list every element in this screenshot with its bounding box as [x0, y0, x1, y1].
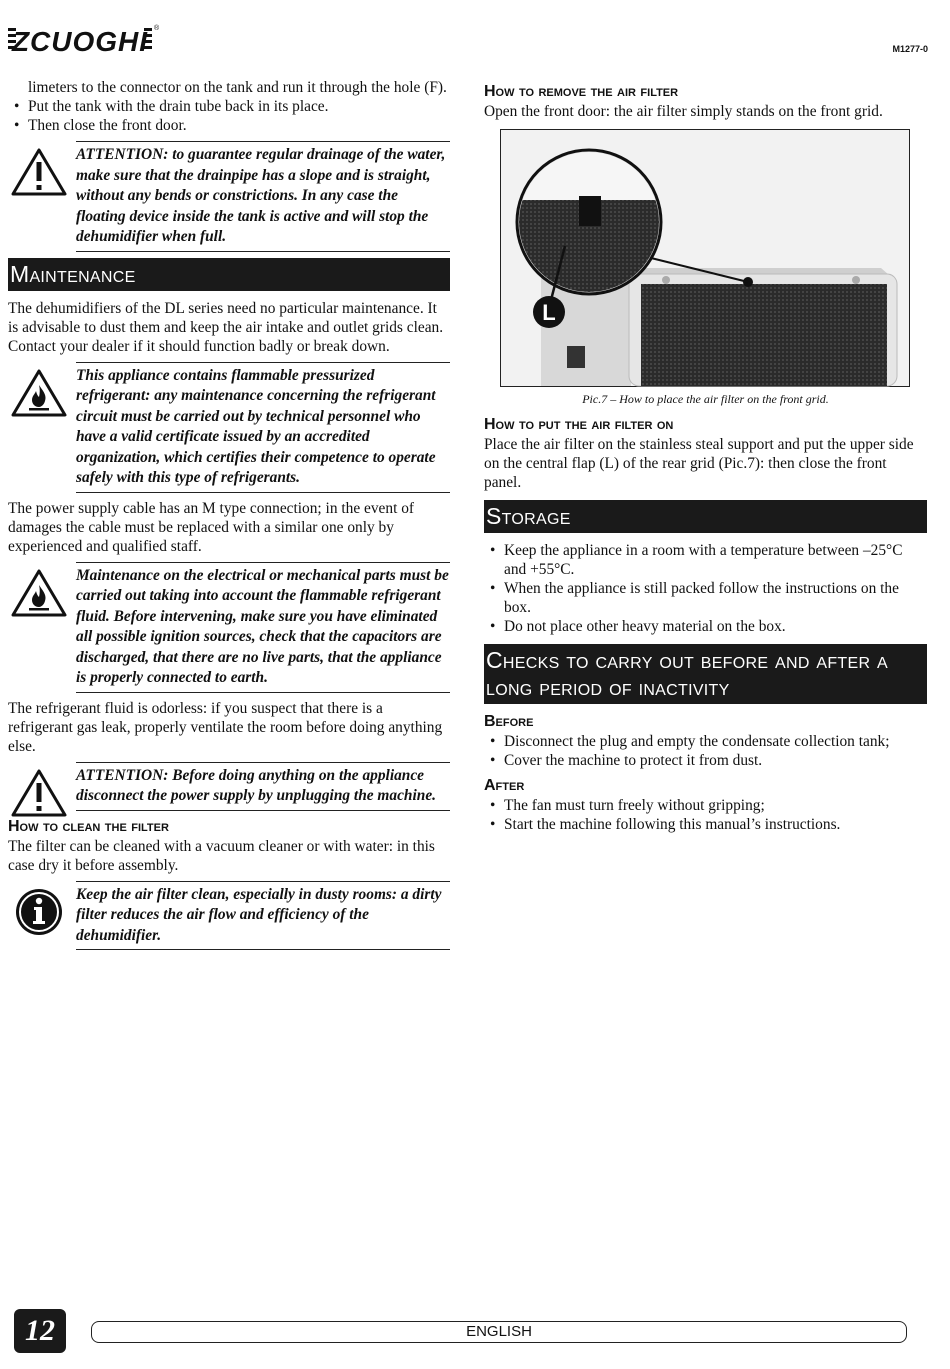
clean-paragraph: The filter can be cleaned with a vacuum cleaner or with water: in this case dry it before assembly.: [8, 837, 435, 874]
attention-text: ATTENTION: to guarantee regular drainage of the water, make sure that the drainpipe has a slope and is straight, without any bends or constrictions. In any case the floating device inside the tank is active and will stop the dehumidifier when full.: [76, 146, 446, 245]
callout-label: L: [542, 300, 556, 325]
cable-paragraph: The power supply cable has an M type connection; in the event of damages the cable must be replaced with a similar one only by experienced and qualified staff.: [8, 499, 415, 555]
subsection-title-remove-filter: How to remove the air filter: [484, 83, 679, 100]
maintenance-paragraph: The dehumidifiers of the DL series need no particular maintenance. It is advisable to dust them and keep the air intake and outlet grids clean. Contact your dealer if it should function badly or break down.: [8, 299, 444, 355]
subsection-title-before: Before: [484, 713, 534, 730]
language-label: ENGLISH: [91, 1321, 907, 1343]
subsection-title-after: After: [484, 777, 525, 794]
list-item: • Then close the front door.: [28, 116, 450, 135]
right-column: [484, 78, 927, 834]
flammable-text: Maintenance on the electrical or mechanical parts must be carried out taking into account the flammable refrigerant fluid. Before intervening, make sure you have eliminated all possible ignition sources, check that the capacitors are discharged, that there are no live parts, that the appliance is properly connected to earth.: [76, 566, 449, 686]
before-bullets: [484, 732, 927, 770]
flammable-icon: [10, 567, 68, 619]
attention-note-drainage: [76, 141, 450, 252]
storage-bullets: [484, 541, 927, 636]
attention-text: ATTENTION: Before doing anything on the appliance disconnect the power supply by unplugging the machine.: [76, 766, 437, 804]
intro-continuation: limeters to the connector on the tank and run it through the hole (F).: [28, 79, 447, 96]
flammable-text: This appliance contains flammable pressurized refrigerant: any maintenance concerning the refrigerant circuit must be carried out by technical personnel who have a valid certificate issued by an accredited organization, which certifies their competence to operate safely with this type of refrigerants.: [76, 366, 436, 486]
list-item: • Start the machine following this manual’s instructions.: [504, 815, 927, 834]
subsection-title-clean-filter: How to clean the filter: [8, 817, 169, 835]
info-icon: [10, 886, 68, 938]
info-note-filter: [76, 881, 450, 951]
list-item: • The fan must turn freely without gripping;: [504, 796, 927, 815]
logo-lettering: ZCUOGHI: [11, 26, 149, 57]
warning-icon: [10, 767, 68, 819]
list-item: • Put the tank with the drain tube back in its place.: [28, 97, 450, 116]
flammable-icon: [10, 367, 68, 419]
svg-text:®: ®: [154, 25, 160, 32]
after-bullets: [484, 796, 927, 834]
fluid-paragraph: The refrigerant fluid is odorless: if you suspect that there is a refrigerant gas leak, properly ventilate the room before doing anything else.: [8, 699, 443, 755]
list-item: • Do not place other heavy material on the box.: [504, 617, 927, 636]
put-paragraph: Place the air filter on the stainless steal support and put the upper side on the central flap (L) of the rear grid (Pic.7): then close the front panel.: [484, 436, 914, 491]
subsection-title-put-filter: How to put the air filter on: [484, 416, 674, 433]
flammable-note-refrigerant: [76, 362, 450, 493]
page-number: 12: [14, 1309, 66, 1353]
intro-bullets: [8, 97, 450, 135]
list-item: • Cover the machine to protect it from dust.: [504, 751, 927, 770]
warning-icon: [10, 146, 68, 198]
attention-note-power: [76, 762, 450, 811]
section-title-storage: Storage: [484, 500, 927, 533]
left-column: [8, 78, 450, 956]
section-title-checks: Checks to carry out before and after a long period of inactivity: [484, 644, 927, 704]
remove-paragraph: Open the front door: the air filter simply stands on the front grid.: [484, 103, 883, 120]
dehumidifier-illustration: [501, 130, 909, 386]
document-code: M1277-0: [892, 44, 928, 54]
list-item: • When the appliance is still packed follow the instructions on the box.: [504, 579, 927, 617]
section-title-maintenance: Maintenance: [8, 258, 450, 291]
air-filter-photo: [500, 129, 910, 387]
flammable-note-maintenance: [76, 562, 450, 693]
info-text: Keep the air filter clean, especially in dusty rooms: a dirty filter reduces the air flow and efficiency of the dehumidifier.: [76, 885, 442, 944]
list-item: • Keep the appliance in a room with a temperature between –25°C and +55°C.: [504, 541, 927, 579]
list-item: • Disconnect the plug and empty the condensate collection tank;: [504, 732, 927, 751]
figure-caption: Pic.7 – How to place the air filter on the front grid.: [582, 392, 829, 406]
brand-logo: [8, 22, 158, 58]
